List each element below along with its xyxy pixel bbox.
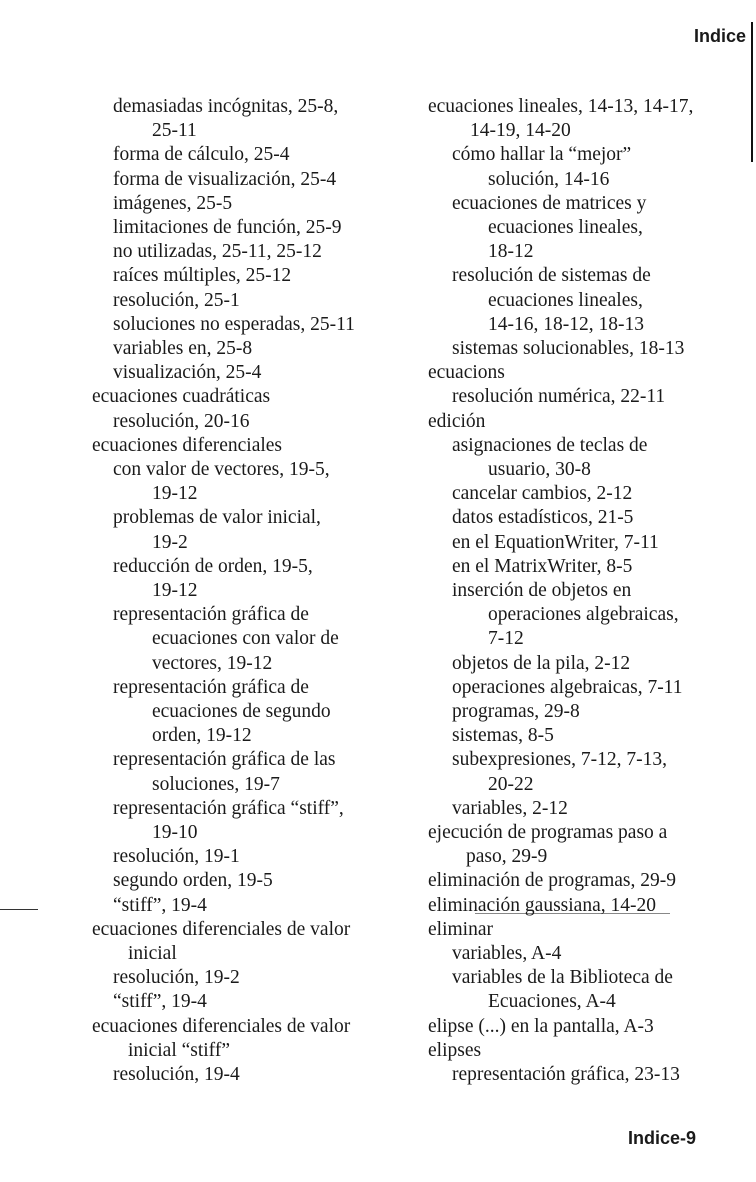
index-entry: soluciones, 19-7 bbox=[152, 773, 280, 795]
index-entry: en el EquationWriter, 7-11 bbox=[452, 531, 659, 553]
index-entry: paso, 29-9 bbox=[466, 846, 548, 868]
index-entry: eliminar bbox=[428, 918, 493, 940]
index-entry: resolución, 19-4 bbox=[113, 1064, 240, 1085]
index-entry: 19-12 bbox=[152, 483, 198, 505]
index-entry: forma de visualización, 25-4 bbox=[113, 168, 337, 190]
index-entry: con valor de vectores, 19-5, bbox=[113, 459, 330, 480]
index-entry: imágenes, 25-5 bbox=[113, 192, 233, 214]
index-entry: 19-2 bbox=[152, 531, 188, 553]
index-entry: ecuaciones diferenciales de valor bbox=[92, 1015, 351, 1037]
index-entry: “stiff”, 19-4 bbox=[113, 991, 207, 1013]
index-entry: cancelar cambios, 2-12 bbox=[452, 483, 633, 505]
index-entry: programas, 29-8 bbox=[452, 701, 580, 722]
index-entry: elipse (...) en la pantalla, A-3 bbox=[428, 1015, 654, 1037]
index-entry: subexpresiones, 7-12, 7-13, bbox=[452, 749, 668, 771]
index-entry: 14-19, 14-20 bbox=[470, 120, 571, 142]
index-entry: resolución numérica, 22-11 bbox=[452, 386, 666, 408]
index-entry: usuario, 30-8 bbox=[488, 459, 591, 480]
index-entry: visualización, 25-4 bbox=[113, 362, 262, 384]
index-entry: ecuaciones con valor de bbox=[152, 628, 339, 650]
index-entry: soluciones no esperadas, 25-11 bbox=[113, 313, 355, 335]
index-entry: representación gráfica, 23-13 bbox=[452, 1064, 680, 1085]
index-entry: inserción de objetos en bbox=[452, 580, 632, 601]
index-entry: orden, 19-12 bbox=[152, 725, 252, 747]
index-entry: 20-22 bbox=[488, 773, 534, 795]
index-entry: ecuacions bbox=[428, 362, 505, 384]
index-entry: inicial “stiff” bbox=[128, 1039, 230, 1061]
index-entry: ecuaciones lineales, bbox=[488, 289, 643, 311]
index-entry: ecuaciones cuadráticas bbox=[92, 386, 271, 408]
index-entry: forma de cálculo, 25-4 bbox=[113, 144, 290, 166]
index-entry: Ecuaciones, A-4 bbox=[488, 991, 616, 1013]
index-entry: “stiff”, 19-4 bbox=[113, 894, 207, 916]
running-header: Indice bbox=[693, 26, 746, 46]
index-entry: asignaciones de teclas de bbox=[452, 434, 648, 456]
index-entry: resolución, 19-1 bbox=[113, 846, 240, 868]
index-entry: datos estadísticos, 21-5 bbox=[452, 507, 634, 529]
index-entry: variables, A-4 bbox=[452, 943, 562, 964]
index-entry: ecuaciones diferenciales de valor bbox=[92, 918, 351, 940]
index-entry: reducción de orden, 19-5, bbox=[113, 555, 313, 577]
index-entry: vectores, 19-12 bbox=[152, 652, 273, 674]
index-entry: 19-10 bbox=[152, 822, 198, 843]
index-entry: resolución, 20-16 bbox=[113, 410, 250, 432]
thumb-index-bar bbox=[751, 22, 753, 162]
index-entry: sistemas, 8-5 bbox=[452, 725, 554, 747]
index-entry: representación gráfica de las bbox=[113, 749, 336, 771]
index-entry: no utilizadas, 25-11, 25-12 bbox=[113, 241, 322, 263]
index-entry: segundo orden, 19-5 bbox=[113, 870, 273, 892]
index-entry: variables de la Biblioteca de bbox=[452, 967, 673, 989]
index-entry: limitaciones de función, 25-9 bbox=[113, 217, 342, 238]
index-entry: ecuaciones de matrices y bbox=[452, 192, 647, 214]
index-entry: cómo hallar la “mejor” bbox=[452, 144, 632, 166]
index-entry: elipses bbox=[428, 1039, 482, 1061]
index-entry: 19-12 bbox=[152, 580, 198, 601]
index-entry: sistemas solucionables, 18-13 bbox=[452, 338, 685, 359]
index-entry: resolución, 25-1 bbox=[113, 289, 240, 311]
index-entry: 7-12 bbox=[488, 628, 524, 650]
index-entry: demasiadas incógnitas, 25-8, bbox=[113, 96, 339, 117]
index-entry: representación gráfica “stiff”, bbox=[113, 797, 344, 819]
index-entry: en el MatrixWriter, 8-5 bbox=[452, 555, 633, 577]
index-entry: ecuaciones de segundo bbox=[152, 701, 331, 722]
index-entry: resolución de sistemas de bbox=[452, 265, 651, 287]
index-entry: operaciones algebraicas, 7-11 bbox=[452, 676, 683, 698]
index-entry: ejecución de programas paso a bbox=[428, 822, 668, 843]
index-entry: raíces múltiples, 25-12 bbox=[113, 265, 292, 287]
page-number: Indice-9 bbox=[627, 1128, 696, 1148]
index-entry: eliminación gaussiana, 14-20 bbox=[428, 894, 656, 916]
index-entry: ecuaciones lineales, bbox=[488, 217, 643, 238]
index-entry: objetos de la pila, 2-12 bbox=[452, 652, 631, 674]
index-entry: variables, 2-12 bbox=[452, 797, 568, 819]
index-entry: solución, 14-16 bbox=[488, 168, 610, 190]
index-entry: ecuaciones lineales, 14-13, 14-17, bbox=[428, 96, 694, 117]
index-entry: eliminación de programas, 29-9 bbox=[428, 870, 677, 892]
index-entry: problemas de valor inicial, bbox=[113, 507, 321, 529]
index-entry: representación gráfica de bbox=[113, 676, 309, 698]
index-entry: variables en, 25-8 bbox=[113, 338, 253, 359]
index-entry: representación gráfica de bbox=[113, 604, 309, 626]
index-entry: resolución, 19-2 bbox=[113, 967, 240, 989]
index-entry: operaciones algebraicas, bbox=[488, 604, 679, 626]
index-entry: edición bbox=[428, 410, 486, 432]
index-entry: 14-16, 18-12, 18-13 bbox=[488, 313, 644, 335]
margin-mark bbox=[0, 909, 38, 910]
index-entry: inicial bbox=[128, 943, 177, 964]
index-entry: ecuaciones diferenciales bbox=[92, 434, 283, 456]
index-entry: 18-12 bbox=[488, 241, 534, 263]
index-entry: 25-11 bbox=[152, 120, 197, 142]
